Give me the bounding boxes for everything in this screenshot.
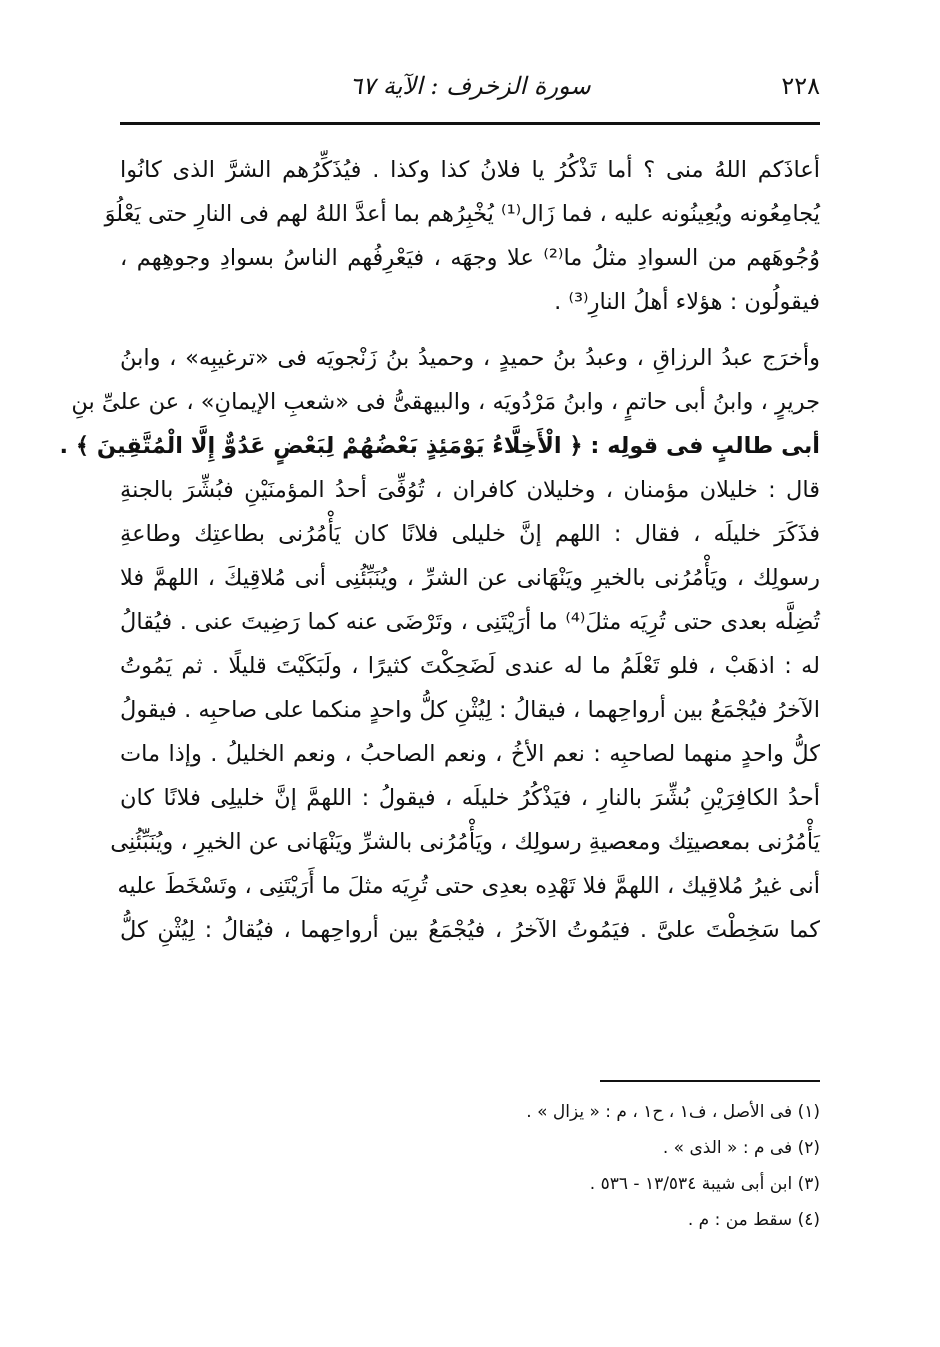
text-line: وأخرَج عبدُ الرزاقِ ، وعبدُ بنُ حميدٍ ، وحميدُ بنُ زَنْجويَه فى «ترغيبِه» ، وابنُ (120, 345, 820, 371)
text-line: يُجامِعُونه ويُعِينُونه عليه ، فما زَال⁽¹⁾ يُخْبِرُهم بما أعدَّ اللهُ لهم فى النارِ حتى يَعْلُوَ (104, 201, 820, 227)
footnotes (120, 1094, 820, 1238)
header-divider (120, 122, 820, 125)
text-line: فيقولُون : هؤلاء أهلُ النارِ⁽³⁾ . (554, 289, 820, 315)
text-line: أحدُ الكافِرَيْنِ بُشِّرَ بالنارِ ، فيَذْكُرُ خليلَه ، فيقولُ : اللهمَّ إنَّ خليلِى فلانًا كان (120, 785, 820, 811)
footnote-4: (٤) سقط من : م . (687, 1210, 820, 1230)
page-header (120, 72, 820, 112)
footnote-1: (١) فى الأصل ، ف١ ، ح١ ، م : « يزال » . (526, 1102, 820, 1122)
text-line: وُجُوهَهم من السوادِ مثلُ ما⁽²⁾ علا وجهَه ، فيَعْرِفُهم الناسُ بسوادِ وجوهِهم ، (120, 245, 820, 271)
text-line: يَأْمُرُنى بمعصيتِك ومعصيةِ رسولِك ، ويَأْمُرُنى بالشرِّ ويَنْهَانى عن الخيرِ ، ويُنَبِّئُنِى (110, 829, 820, 855)
text-line: تُضِلَّه بعدى حتى تُرِيَه مثلَ⁽⁴⁾ ما أرَيْتَنِى ، وتَرْضَى عنه كما رَضِيتَ عنى . فيُقالُ (120, 609, 820, 635)
text-line: رسولِك ، ويَأْمُرُنى بالخيرِ ويَنْهَانى عن الشرِّ ، ويُنَبِّئُنِى أنى مُلاقِيكَ ، اللهمَّ فلا (120, 565, 820, 591)
quran-verse-line: أبى طالبٍ فى قولِه : ﴿ الْأَخِلَّاءُ يَوْمَئِذٍ بَعْضُهُمْ لِبَعْضٍ عَدُوٌّ إِلَّا الْمُتَّقِينَ ﴾ . (59, 433, 820, 459)
text-line: له : اذهَبْ ، فلو تَعْلَمُ ما له عندى لَضَحِكْتَ كثيرًا ، ولَبَكَيْتَ قليلًا . ثم يَمُوتُ (120, 653, 820, 679)
text-line: كما سَخِطْتَ علىَّ . فيَمُوتُ الآخرُ ، فيُجْمَعُ بين أرواحِهما ، فيُقالُ : لِيُثْنِ كلُّ (120, 917, 820, 943)
footnote-divider (600, 1080, 820, 1082)
running-title: سورة الزخرف : الآية ٦٧ (349, 72, 591, 100)
text-line: قال : خليلان مؤمنان ، وخليلان كافران ، تُوُفِّىَ أحدُ المؤمنَيْنِ فبُشِّرَ بالجنةِ (120, 477, 820, 503)
footnote-2: (٢) فى م : « الذى » . (662, 1138, 820, 1158)
paragraph-1 (104, 148, 820, 324)
main-text (59, 148, 820, 952)
text-line: أعاذَكم اللهُ منى ؟ أما تَذْكُرُ يا فلانُ كذا وكذا . فيُذَكِّرُهم الشرَّ الذى كانُوا (120, 157, 820, 183)
text-line: الآخرُ فيُجْمَعُ بين أرواحِهما ، فيقالُ : لِيُثْنِ كلُّ واحدٍ منكما على صاحبِه . فيقولُ (120, 697, 820, 723)
text-line: أنى غيرُ مُلاقِيك ، اللهمَّ فلا تَهْدِه بعدِى حتى تُرِيَه مثلَ ما أَرَيْتَنِى ، وتَسْخَطَ عليه (117, 873, 820, 899)
paragraph-2 (59, 336, 820, 952)
footnote-3: (٣) ابن أبى شيبة ١٣/٥٣٤ - ٥٣٦ . (589, 1174, 820, 1194)
text-line: كلُّ واحدٍ منهما لصاحبِه : نعم الأخُ ، ونعم الصاحبُ ، ونعم الخليلُ . وإذا مات (120, 741, 820, 767)
page-number: ٢٢٨ (781, 72, 820, 100)
text-line: فذَكَرَ خليلَه ، فقال : اللهم إنَّ خليلى فلانًا كان يَأْمُرُنى بطاعتِك وطاعةِ (120, 521, 820, 547)
text-line: جريرٍ ، وابنُ أبى حاتمٍ ، وابنُ مَرْدُويَه ، والبيهقىُّ فى «شعبِ الإيمانِ» ، عن علىِّ بنِ (71, 389, 820, 415)
